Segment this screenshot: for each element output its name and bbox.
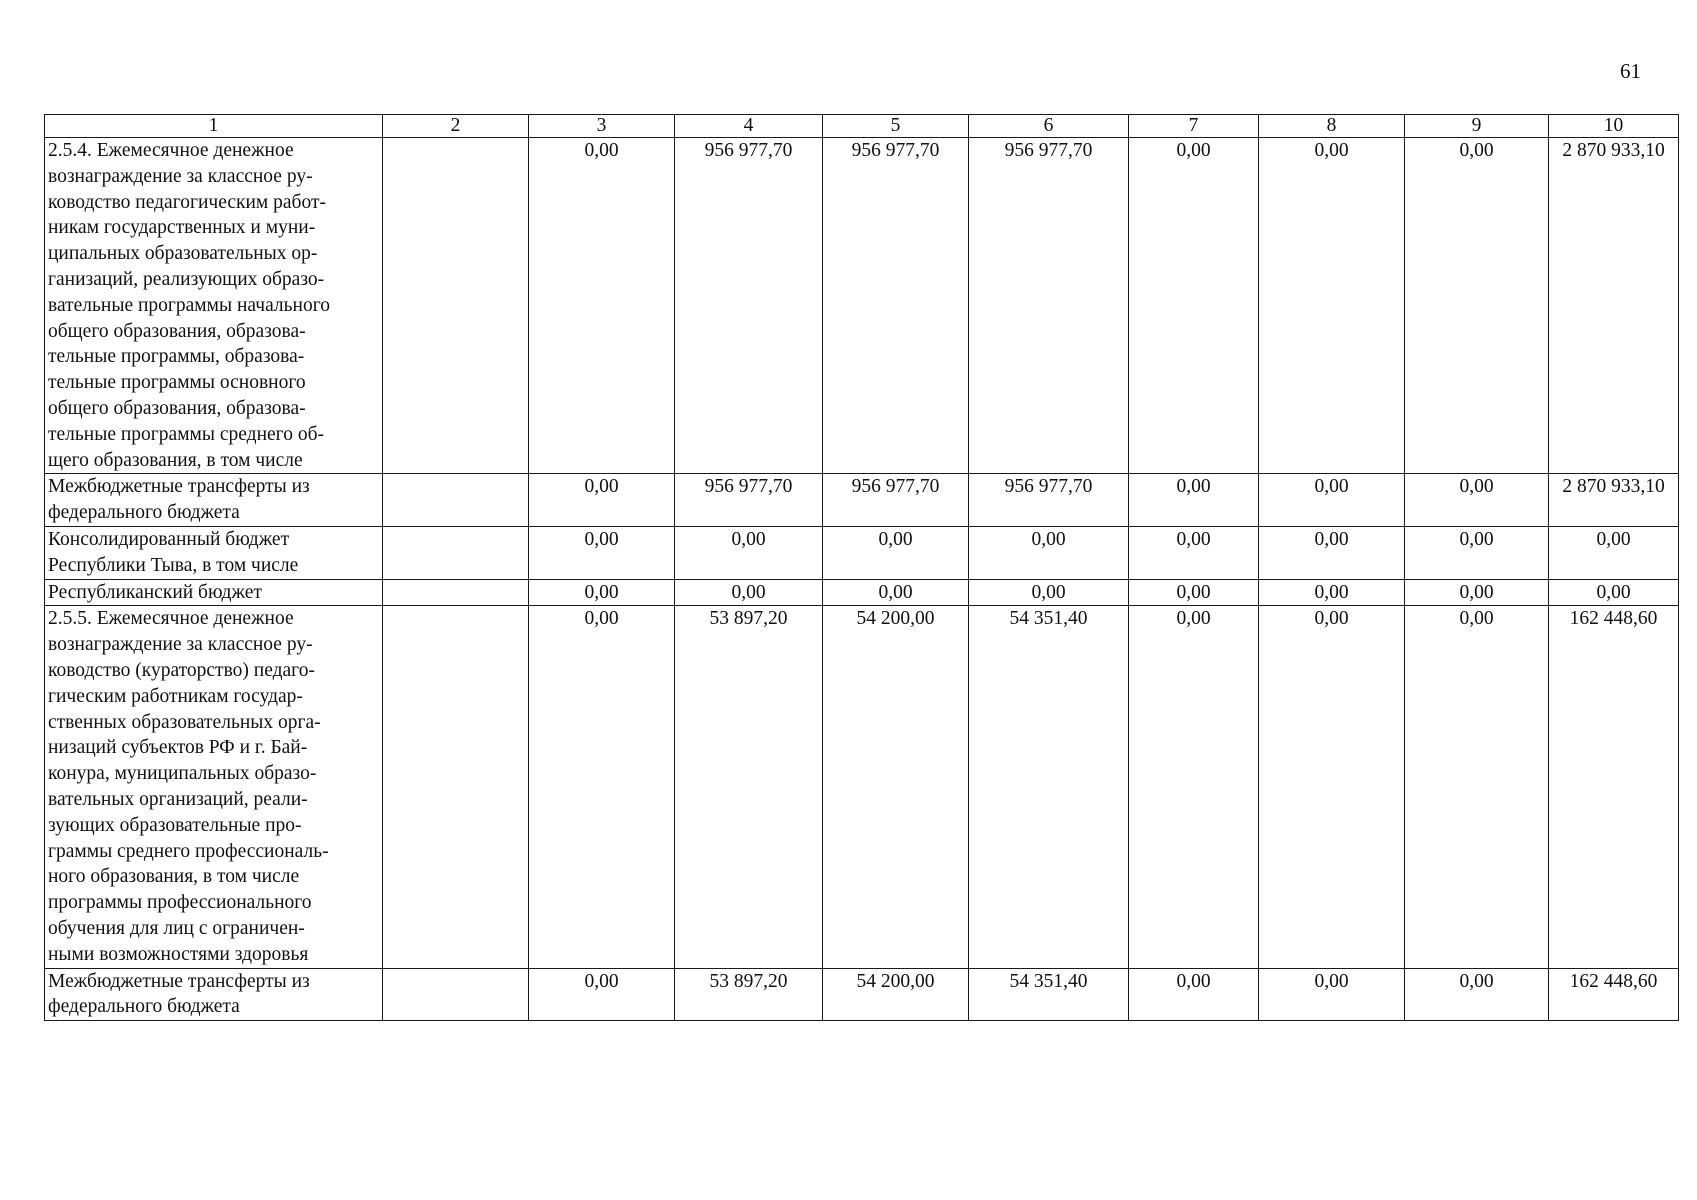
header-cell-7: 7 <box>1129 115 1259 138</box>
header-cell-6: 6 <box>969 115 1129 138</box>
value-cell-col4: 956 977,70 <box>675 138 823 474</box>
table-row <box>45 138 1679 474</box>
row-name-line: федерального бюджета <box>48 996 240 1018</box>
row-name-line: щего образования, в том числе <box>48 449 303 471</box>
row-col2-cell <box>383 968 529 1021</box>
row-name-line: тельные программы основного <box>48 372 306 394</box>
value-cell-col9: 0,00 <box>1405 474 1549 527</box>
row-name-line: 2.5.5. Ежемесячное денежное <box>48 608 294 630</box>
row-name-line: ководство педагогическим работ- <box>48 191 326 213</box>
table-row <box>45 526 1679 579</box>
value-cell-col5: 54 200,00 <box>823 968 969 1021</box>
row-name-line: ственных образовательных орга- <box>48 711 321 733</box>
value-cell-col3: 0,00 <box>529 579 675 606</box>
value-cell-col3: 0,00 <box>529 138 675 474</box>
value-cell-col9: 0,00 <box>1405 606 1549 968</box>
page-number: 61 <box>1620 59 1641 83</box>
value-cell-col4: 956 977,70 <box>675 474 823 527</box>
value-cell-col7: 0,00 <box>1129 526 1259 579</box>
value-cell-col6: 0,00 <box>969 579 1129 606</box>
value-cell-col3: 0,00 <box>529 606 675 968</box>
value-cell-col7: 0,00 <box>1129 606 1259 968</box>
row-name-cell <box>45 526 383 579</box>
value-cell-col6: 0,00 <box>969 526 1129 579</box>
row-col2-cell <box>383 474 529 527</box>
row-name-line: низаций субъектов РФ и г. Бай- <box>48 737 308 759</box>
row-name-cell <box>45 579 383 606</box>
row-name-cell <box>45 968 383 1021</box>
header-cell-4: 4 <box>675 115 823 138</box>
value-cell-col5: 956 977,70 <box>823 138 969 474</box>
row-name-line: ного образования, в том числе <box>48 866 300 888</box>
row-name-line: гическим работникам государ- <box>48 685 303 707</box>
header-cell-9: 9 <box>1405 115 1549 138</box>
row-name-line: вательных организаций, реали- <box>48 788 308 810</box>
value-cell-col8: 0,00 <box>1259 968 1405 1021</box>
value-cell-col9: 0,00 <box>1405 579 1549 606</box>
row-name-line: Консолидированный бюджет <box>48 528 290 550</box>
value-cell-col3: 0,00 <box>529 474 675 527</box>
value-cell-col7: 0,00 <box>1129 968 1259 1021</box>
value-cell-col9: 0,00 <box>1405 138 1549 474</box>
value-cell-col5: 956 977,70 <box>823 474 969 527</box>
row-name-line: ководство (кураторство) педаго- <box>48 659 315 681</box>
row-name-line: вательные программы начального <box>48 294 330 316</box>
value-cell-col3: 0,00 <box>529 968 675 1021</box>
value-cell-col8: 0,00 <box>1259 606 1405 968</box>
header-cell-2: 2 <box>383 115 529 138</box>
row-name-line: Республиканский бюджет <box>48 581 262 603</box>
header-cell-5: 5 <box>823 115 969 138</box>
row-name-line: тельные программы, образова- <box>48 346 305 368</box>
table-row <box>45 474 1679 527</box>
row-name-line: обучения для лиц с ограничен- <box>48 917 305 939</box>
header-cell-10: 10 <box>1549 115 1679 138</box>
row-name-line: Республики Тыва, в том числе <box>48 554 299 576</box>
value-cell-col4: 53 897,20 <box>675 968 823 1021</box>
row-col2-cell <box>383 579 529 606</box>
value-cell-col8: 0,00 <box>1259 526 1405 579</box>
row-name-cell <box>45 606 383 968</box>
row-name-line: ными возможностями здоровья <box>48 943 309 965</box>
row-name-line: зующих образовательные про- <box>48 814 302 836</box>
value-cell-col3: 0,00 <box>529 526 675 579</box>
row-name-line: федерального бюджета <box>48 502 240 524</box>
header-cell-8: 8 <box>1259 115 1405 138</box>
value-cell-col8: 0,00 <box>1259 138 1405 474</box>
row-name-line: Межбюджетные трансферты из <box>48 476 310 498</box>
value-cell-col6: 54 351,40 <box>969 606 1129 968</box>
value-cell-col4: 53 897,20 <box>675 606 823 968</box>
row-name-line: ганизаций, реализующих образо- <box>48 268 325 290</box>
row-name-line: Межбюджетные трансферты из <box>48 970 310 992</box>
row-name-line: общего образования, образова- <box>48 320 306 342</box>
row-col2-cell <box>383 526 529 579</box>
row-col2-cell <box>383 138 529 474</box>
row-name-line: тельные программы среднего об- <box>48 423 324 445</box>
value-cell-col6: 54 351,40 <box>969 968 1129 1021</box>
value-cell-col10: 2 870 933,10 <box>1549 138 1679 474</box>
value-cell-col9: 0,00 <box>1405 968 1549 1021</box>
row-name-line: граммы среднего профессиональ- <box>48 840 329 862</box>
row-name-cell <box>45 138 383 474</box>
value-cell-col7: 0,00 <box>1129 474 1259 527</box>
value-cell-col6: 956 977,70 <box>969 138 1129 474</box>
row-col2-cell <box>383 606 529 968</box>
value-cell-col7: 0,00 <box>1129 579 1259 606</box>
value-cell-col8: 0,00 <box>1259 579 1405 606</box>
value-cell-col6: 956 977,70 <box>969 474 1129 527</box>
row-name-line: программы профессионального <box>48 892 312 914</box>
value-cell-col9: 0,00 <box>1405 526 1549 579</box>
row-name-line: общего образования, образова- <box>48 397 306 419</box>
value-cell-col10: 0,00 <box>1549 526 1679 579</box>
value-cell-col10: 2 870 933,10 <box>1549 474 1679 527</box>
row-name-line: конура, муниципальных образо- <box>48 763 317 785</box>
table-row <box>45 968 1679 1021</box>
row-name-line: ципальных образовательных ор- <box>48 243 318 265</box>
value-cell-col7: 0,00 <box>1129 138 1259 474</box>
value-cell-col5: 54 200,00 <box>823 606 969 968</box>
row-name-line: вознаграждение за классное ру- <box>48 165 313 187</box>
value-cell-col10: 162 448,60 <box>1549 606 1679 968</box>
row-name-line: 2.5.4. Ежемесячное денежное <box>48 140 294 161</box>
value-cell-col10: 0,00 <box>1549 579 1679 606</box>
header-cell-3: 3 <box>529 115 675 138</box>
value-cell-col10: 162 448,60 <box>1549 968 1679 1021</box>
value-cell-col5: 0,00 <box>823 579 969 606</box>
table-row <box>45 579 1679 606</box>
row-name-line: вознаграждение за классное ру- <box>48 634 313 656</box>
value-cell-col5: 0,00 <box>823 526 969 579</box>
header-row <box>45 115 1679 138</box>
value-cell-col4: 0,00 <box>675 579 823 606</box>
value-cell-col8: 0,00 <box>1259 474 1405 527</box>
budget-table <box>44 114 1679 1021</box>
header-cell-1: 1 <box>45 115 383 138</box>
table-row <box>45 606 1679 968</box>
row-name-cell <box>45 474 383 527</box>
row-name-line: никам государственных и муни- <box>48 217 316 239</box>
value-cell-col4: 0,00 <box>675 526 823 579</box>
